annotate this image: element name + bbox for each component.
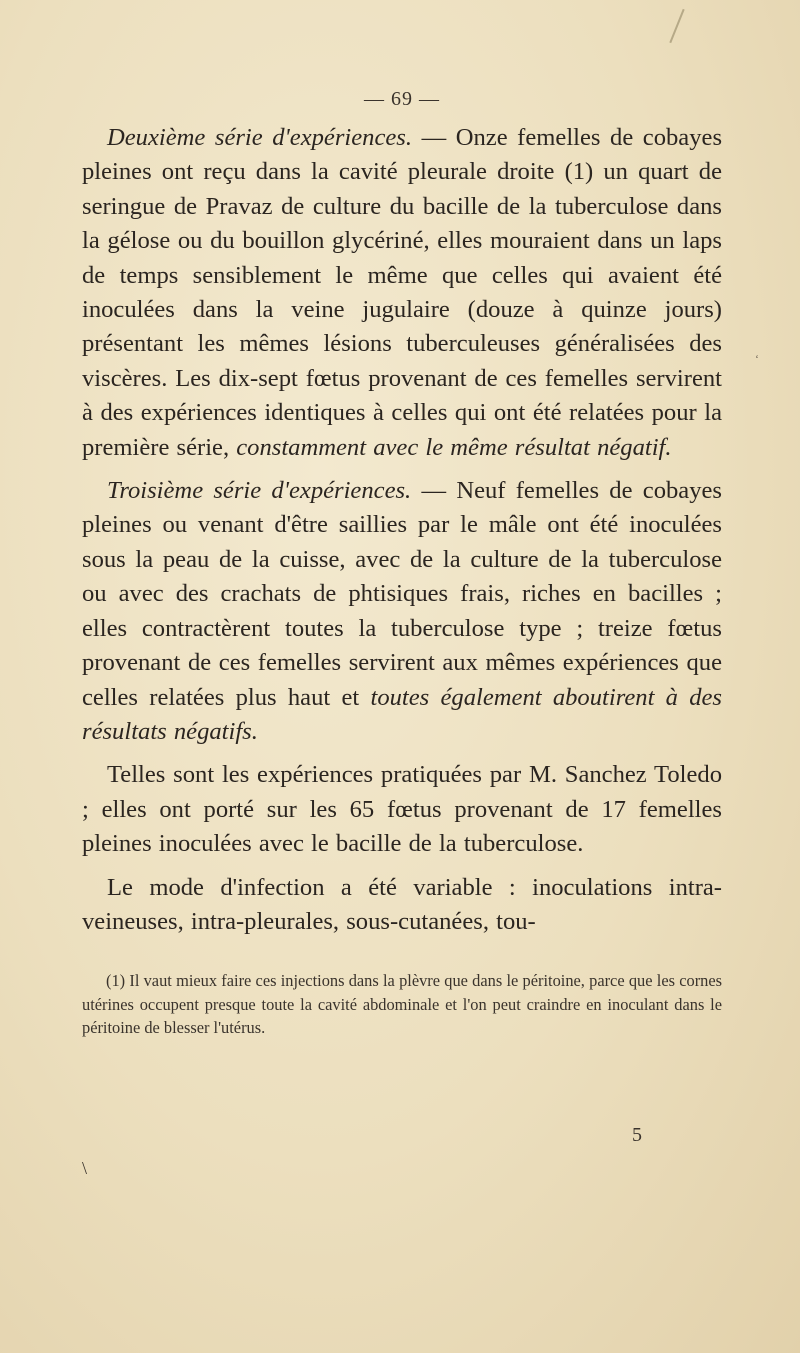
paragraph-sanchez-toledo xyxy=(82,758,722,861)
paragraph-text: Le mode d'infection a été variable : inoculations intra-veineuses, intra-pleurales, sous-cutanées, tou- xyxy=(82,873,722,935)
signature-sheet-number: 5 xyxy=(632,1124,642,1146)
document-page xyxy=(82,88,722,1040)
paragraph-text: — Neuf femelles de cobayes pleines ou venant d'être saillies par le mâle ont été inoculées sous la peau de la cuisse, avec de la culture de la tuberculose ou avec des crachats de phtisiques frais, riches en bacilles ; elles contractèrent toutes la tuberculose type ; treize fœtus provenant de ces femelles servirent aux mêmes expériences que celles relatées plus haut et xyxy=(82,477,722,711)
paragraph-third-series xyxy=(82,474,722,749)
page-number: — 69 — xyxy=(364,88,440,110)
margin-tick-mark: ‘ xyxy=(755,352,759,366)
corner-pencil-mark xyxy=(669,9,684,43)
emphasized-text: constamment avec le même résultat négatif. xyxy=(236,433,672,461)
paragraph-text: Telles sont les expériences pratiquées par M. Sanchez Toledo ; elles ont porté sur les 65 fœtus provenant de 17 femelles pleines inoculées avec le bacille de la tuberculose. xyxy=(82,761,722,858)
section-heading: Troisième série d'expériences. xyxy=(107,477,412,505)
paragraph-second-series xyxy=(82,121,722,465)
section-heading: Deuxième série d'expériences. xyxy=(107,124,413,151)
paragraph-infection-mode xyxy=(82,871,722,940)
bottom-mark: \ xyxy=(82,1158,88,1178)
footnote-text: (1) Il vaut mieux faire ces injections dans la plèvre que dans le péritoine, parce que les cornes utérines occupent presque toute la cavité abdominale et l'on peut craindre en inoculant dans le péritoine de blesser l'utérus. xyxy=(82,971,722,1038)
paragraph-text: — Onze femelles de cobayes pleines ont reçu dans la cavité pleurale droite (1) un quart de seringue de Pravaz de culture du bacille de la tuberculose dans la gélose ou du bouillon glycériné, elles mouraient dans un laps de temps sensiblement le même que celles qui avaient été inoculées dans la veine jugulaire (douze à quinze jours) présentant les mêmes lésions tuberculeuses généralisées des viscères. Les dix-sept fœtus provenant de ces femelles servirent à des expériences identiques à celles qui ont été relatées pour la première série, xyxy=(82,124,723,461)
footnote xyxy=(82,969,722,1040)
emphasized-text: toutes également aboutirent à des résultats négatifs. xyxy=(82,683,723,745)
